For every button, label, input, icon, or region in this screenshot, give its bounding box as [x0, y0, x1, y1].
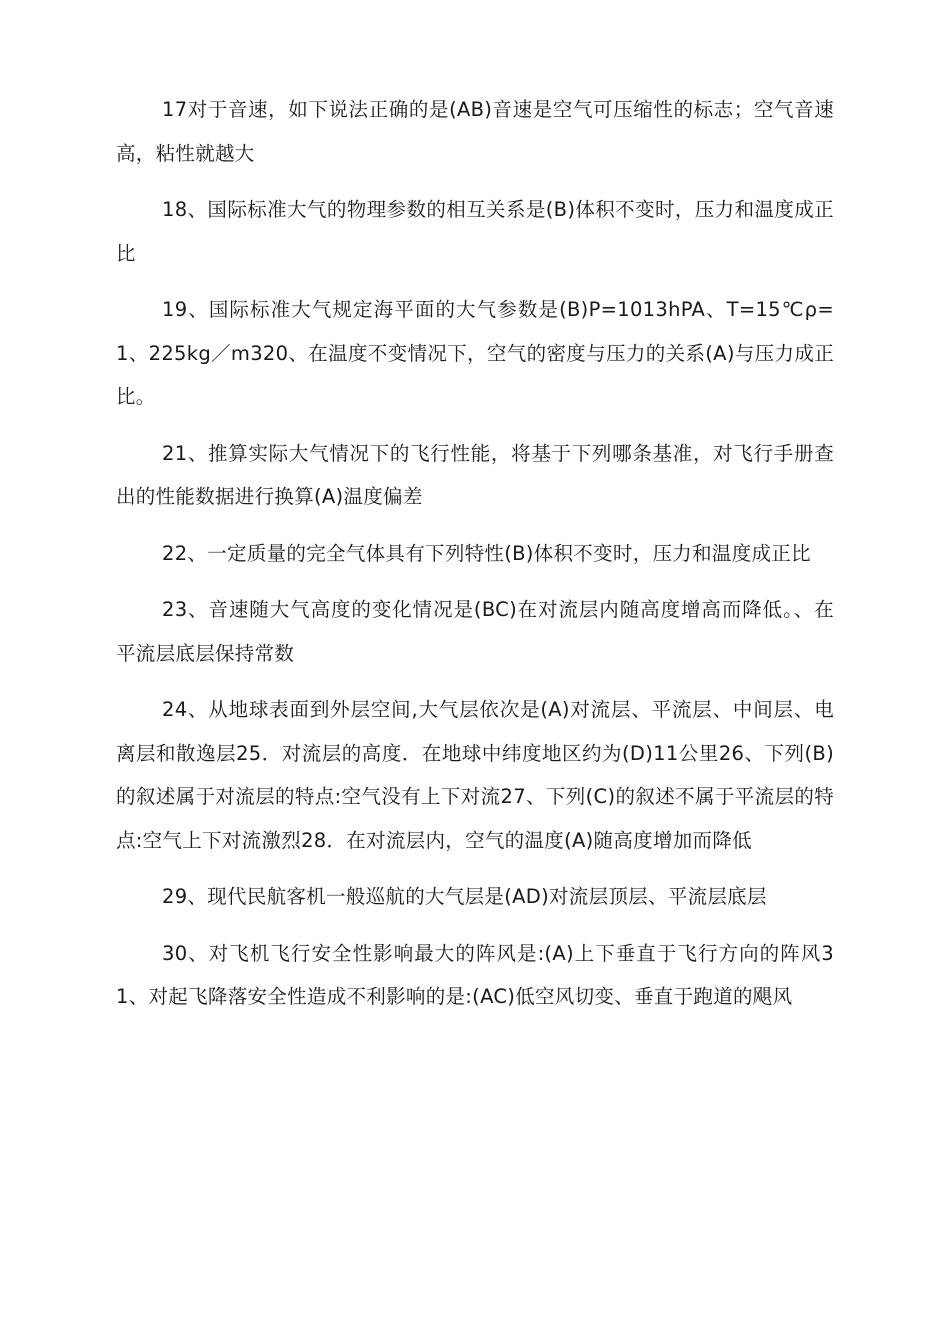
- paragraph-29: 29、现代民航客机一般巡航的大气层是(AD)对流层顶层、平流层底层: [162, 885, 767, 908]
- paragraph-22: 22、一定质量的完全气体具有下列特性(B)体积不变时，压力和温度成正比: [162, 541, 811, 565]
- paragraph-24-28: 24、从地球表面到外层空间,大气层依次是(A)对流层、平流层、中间层、电离层和散逸层25．对流层的高度．在地球中纬度地区约为(D)11公里26、下列(B)的叙述属于对流层的特点:空气没有上下对流27、下列(C)的叙述不属于平流层的特点:空气上下对流激烈28．在对流层内，空气的温度(A)随高度增加而降低: [116, 698, 834, 852]
- paragraph-21: 21、推算实际大气情况下的飞行性能，将基于下列哪条基准，对飞行手册查出的性能数据进行换算(A)温度偏差: [116, 441, 834, 508]
- document-body: [116, 88, 834, 1032]
- paragraph-19-20: 19、国际标准大气规定海平面的大气参数是(B)P=1013hPA、T=15℃ρ=1、225kg／m320、在温度不变情况下，空气的密度与压力的关系(A)与压力成正比。: [116, 298, 834, 408]
- paragraph-18: 18、国际标准大气的物理参数的相互关系是(B)体积不变时，压力和温度成正比: [116, 198, 834, 265]
- paragraph-17: 17对于音速，如下说法正确的是(AB)音速是空气可压缩性的标志；空气音速高，粘性就越大: [116, 98, 834, 165]
- paragraph-23: 23、音速随大气高度的变化情况是(BC)在对流层内随高度增高而降低。、在平流层底层保持常数: [116, 598, 834, 665]
- paragraph-30-31: 30、对飞机飞行安全性影响最大的阵风是:(A)上下垂直于飞行方向的阵风31、对起飞降落安全性造成不利影响的是:(AC)低空风切变、垂直于跑道的飓风: [116, 941, 834, 1008]
